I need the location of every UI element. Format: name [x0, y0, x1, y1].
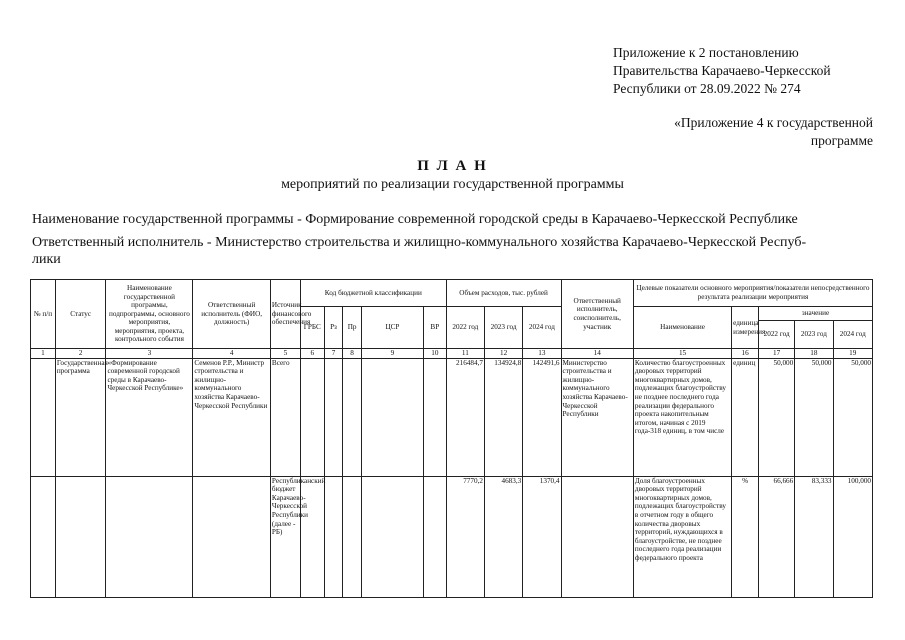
- table-row: [31, 476, 873, 597]
- row-expense-2024: 1370,4: [523, 476, 561, 597]
- column-number: 3: [106, 349, 193, 359]
- row-value-2024: 50,000: [833, 358, 873, 476]
- plan-table: [30, 279, 873, 598]
- row-value-2023: 83,333: [795, 476, 833, 597]
- column-number: 8: [343, 349, 362, 359]
- column-number: 15: [633, 349, 731, 359]
- appendix4-line-1: «Приложение 4 к государственной: [674, 115, 873, 130]
- header-exp-2023: 2023 год: [484, 307, 522, 349]
- page-subtitle: мероприятий по реализации государственной программы: [281, 177, 624, 192]
- appendix-line-2: Правительства Карачаево-Черкесской: [613, 63, 831, 78]
- header-status: Статус: [55, 280, 106, 349]
- header-val-2024: 2024 год: [833, 321, 873, 349]
- header-responsible: Ответственный исполнитель (ФИО, должность): [193, 280, 271, 349]
- column-number: 11: [446, 349, 484, 359]
- row-pr: [343, 358, 362, 476]
- row-value-2022: 50,000: [759, 358, 795, 476]
- header-pr: Пр: [343, 307, 362, 349]
- header-csr: ЦСР: [361, 307, 423, 349]
- executor-line-1: Ответственный исполнитель - Министерство строительства и жилищно-коммунального хозяйства Карачаево-Черкесской Респуб-: [32, 235, 807, 250]
- appendix4-line-2: программе: [810, 133, 873, 148]
- header-grbs: ГРБС: [300, 307, 324, 349]
- header-name: Наименование государственной программы, подпрограммы, основного мероприятия, мероприятия, проекта, контрольного события: [106, 280, 193, 349]
- header-num: № п/п: [31, 280, 56, 349]
- row-indicator: Доля благоустроенных дворовых территорий многоквартирных домов, подлежащих благоустройству в отчетном году в общего количества дворовых территорий, нуждающихся в благоустройстве, не позднее последнего года реализации федерального проекта: [633, 476, 731, 597]
- row-expense-2022: 7770,2: [446, 476, 484, 597]
- column-number: 9: [361, 349, 423, 359]
- row-status: Государственная программа: [55, 358, 106, 476]
- row-value-2022: 66,666: [759, 476, 795, 597]
- page-title: П Л А Н: [417, 158, 488, 174]
- column-number: 6: [300, 349, 324, 359]
- appendix-line-1: Приложение к 2 постановлению: [613, 45, 799, 60]
- row-executor: [561, 476, 633, 597]
- header-val-2022: 2022 год: [759, 321, 795, 349]
- executor-line-2: лики: [32, 252, 61, 267]
- column-number: 4: [193, 349, 271, 359]
- row-vr: [423, 358, 446, 476]
- row-grbs: [300, 358, 324, 476]
- header-executor: Ответственный исполнитель, соисполнитель, участник: [561, 280, 633, 349]
- row-csr: [361, 476, 423, 597]
- row-expense-2023: 134924,8: [484, 358, 522, 476]
- row-value-2023: 50,000: [795, 358, 833, 476]
- row-executor: Министерство строительства и жилищно-коммунального хозяйства Карачаево-Черкесской Республики: [561, 358, 633, 476]
- row-unit: единиц: [732, 358, 759, 476]
- header-val-2023: 2023 год: [795, 321, 833, 349]
- row-responsible: Семенов Р.Р., Министр строительства и жилищно-коммунального хозяйства Карачаево-Черкесской Республики: [193, 358, 271, 476]
- row-name: «Формирование современной городской среды в Карачаево-Черкесской Республике»: [106, 358, 193, 476]
- row-name: [106, 476, 193, 597]
- column-number: 18: [795, 349, 833, 359]
- column-number: 14: [561, 349, 633, 359]
- row-vr: [423, 476, 446, 597]
- row-indicator: Количество благоустроенных дворовых территорий многоквартирных домов, подлежащих благоустройству не позднее последнего года реализации федерального проекта накопительным итогом, начиная с 2019 года-318 единиц, в том числе: [633, 358, 731, 476]
- row-value-2024: 100,000: [833, 476, 873, 597]
- row-num: [31, 358, 56, 476]
- header-exp-2022: 2022 год: [446, 307, 484, 349]
- row-rz: [324, 358, 343, 476]
- column-number: 12: [484, 349, 522, 359]
- column-number: 17: [759, 349, 795, 359]
- row-num: [31, 476, 56, 597]
- header-exp-2024: 2024 год: [523, 307, 561, 349]
- table-row: [31, 358, 873, 476]
- column-number: 16: [732, 349, 759, 359]
- column-numbers-row: [31, 349, 873, 359]
- header-budget-codes: Код бюджетной классификации: [300, 280, 446, 307]
- header-value: значение: [759, 307, 873, 321]
- row-responsible: [193, 476, 271, 597]
- column-number: 19: [833, 349, 873, 359]
- appendix-line-3: Республики от 28.09.2022 № 274: [613, 81, 801, 96]
- header-targets: Целевые показатели основного мероприятия/показатели непосредственного результата реализации мероприятия: [633, 280, 872, 307]
- header-vr: ВР: [423, 307, 446, 349]
- row-source: Всего: [270, 358, 300, 476]
- column-number: 5: [270, 349, 300, 359]
- program-name: Наименование государственной программы - Формирование современной городской среды в Карачаево-Черкесской Республике: [32, 212, 798, 227]
- header-indicator-name: Наименование: [633, 307, 731, 349]
- column-number: 13: [523, 349, 561, 359]
- row-unit: %: [732, 476, 759, 597]
- column-number: 2: [55, 349, 106, 359]
- header-unit: единица измерения: [732, 307, 759, 349]
- row-expense-2023: 4683,3: [484, 476, 522, 597]
- row-csr: [361, 358, 423, 476]
- row-status: [55, 476, 106, 597]
- header-expenses: Объем расходов, тыс. рублей: [446, 280, 561, 307]
- row-rz: [324, 476, 343, 597]
- header-rz: Рз: [324, 307, 343, 349]
- row-expense-2024: 142491,6: [523, 358, 561, 476]
- row-expense-2022: 216484,7: [446, 358, 484, 476]
- header-source: Источник финансового обеспечения: [270, 280, 300, 349]
- column-number: 7: [324, 349, 343, 359]
- row-pr: [343, 476, 362, 597]
- column-number: 10: [423, 349, 446, 359]
- column-number: 1: [31, 349, 56, 359]
- row-source: Республиканский бюджет Карачаево-Черкесской Республики (далее - РБ): [270, 476, 300, 597]
